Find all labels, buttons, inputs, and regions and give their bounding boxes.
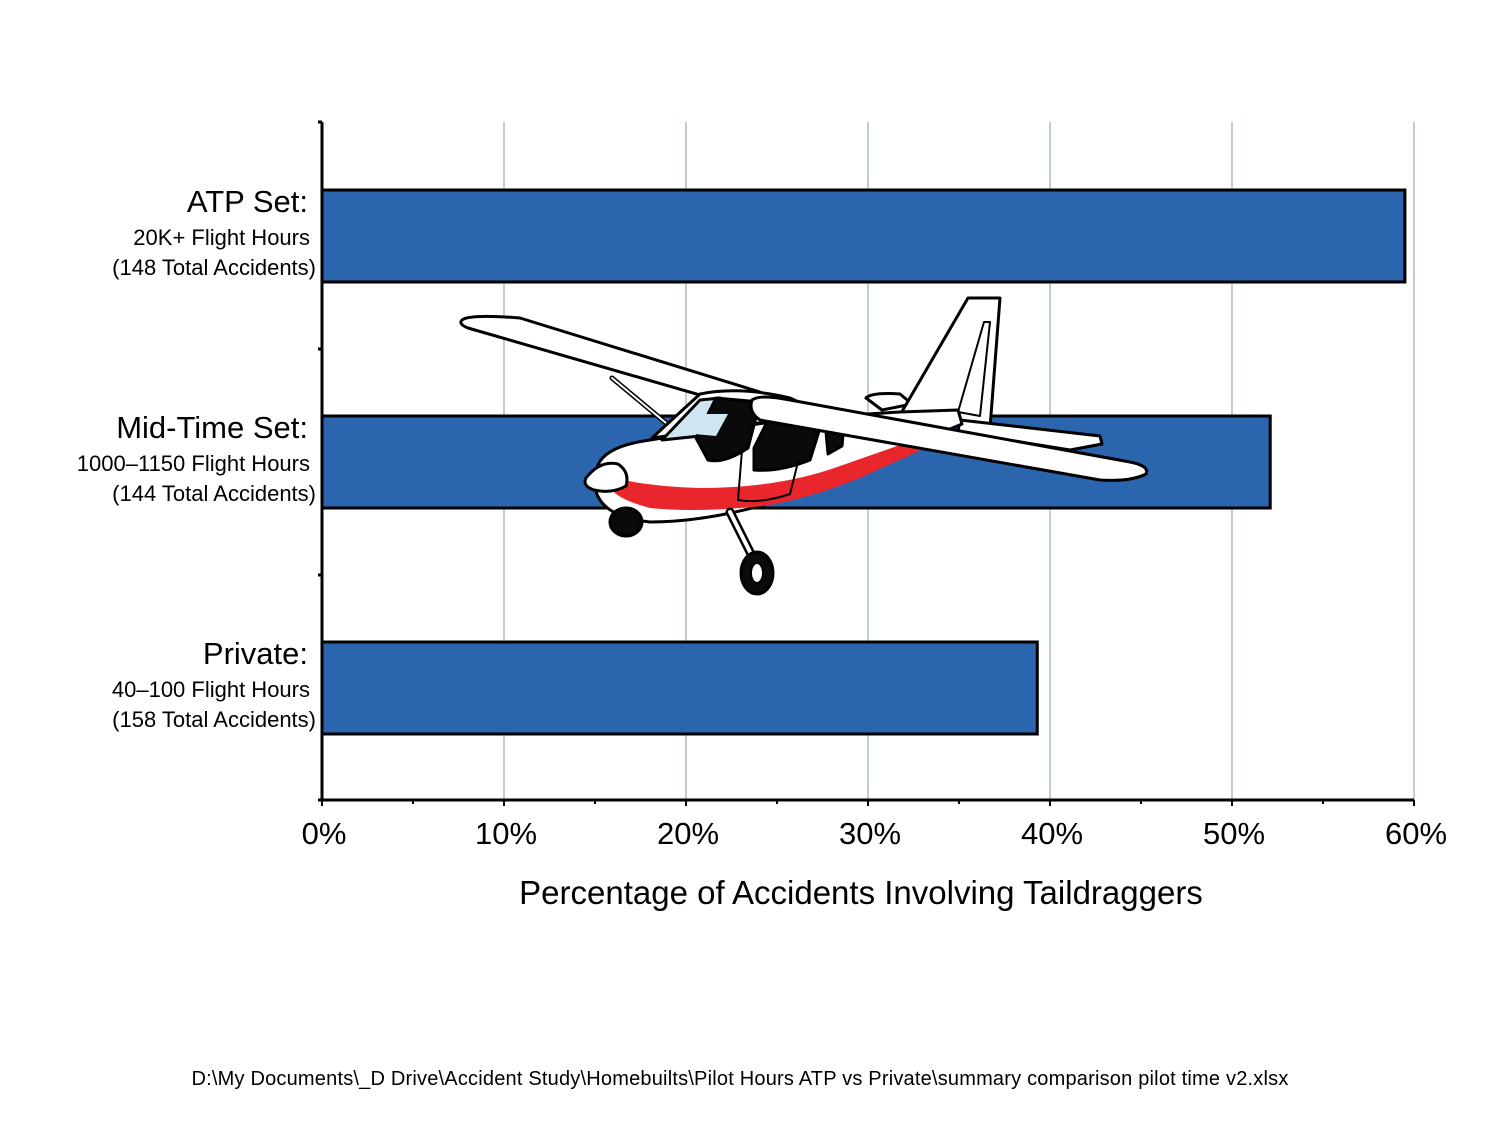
x-tick-label: 60% [1384, 816, 1448, 851]
category-hours: 1000–1150 Flight Hours [76, 451, 310, 476]
category-hours: 20K+ Flight Hours [133, 225, 310, 250]
category-accidents: (144 Total Accidents) [112, 481, 316, 506]
category-title: ATP Set: [186, 184, 308, 219]
category-title: Mid-Time Set: [116, 410, 308, 445]
x-tick-label: 20% [656, 816, 720, 851]
bar [322, 190, 1405, 282]
category-hours: 40–100 Flight Hours [111, 677, 310, 702]
bar [322, 642, 1037, 734]
x-tick-label: 40% [1020, 816, 1084, 851]
category-title: Private: [202, 636, 308, 671]
x-tick-label: 0% [301, 816, 347, 851]
x-axis-title-layer [519, 874, 1203, 911]
x-tick-label: 10% [474, 816, 538, 851]
x-tick-label: 30% [838, 816, 902, 851]
category-label-layer [77, 184, 316, 732]
file-path-footnote: D:\My Documents\_D Drive\Accident Study\Homebuilts\Pilot Hours ATP vs Private\summary comparison pilot time v2.xlsx [191, 1068, 1289, 1090]
category-accidents: (148 Total Accidents) [112, 255, 316, 280]
x-axis-title: Percentage of Accidents Involving Taildraggers [519, 874, 1203, 911]
category-accidents: (158 Total Accidents) [112, 707, 316, 732]
x-tick-label: 50% [1202, 816, 1266, 851]
